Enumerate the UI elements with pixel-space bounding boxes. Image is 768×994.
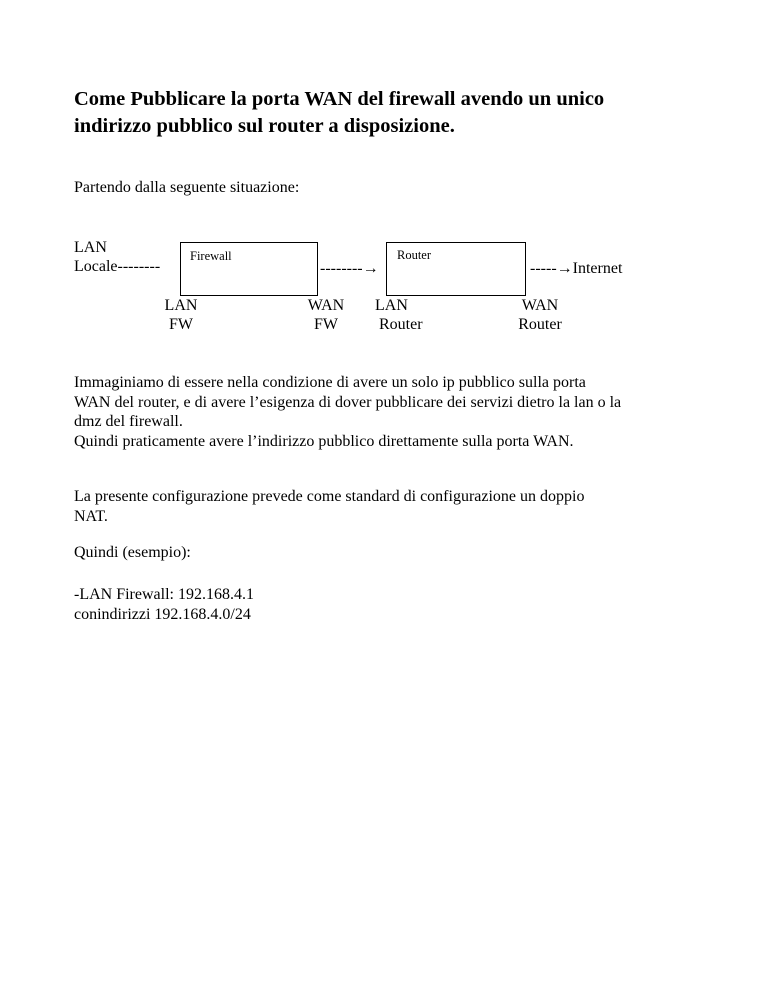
- lan-firewall-line: [74, 585, 254, 624]
- lan-fw-line-1: LAN: [164, 297, 198, 314]
- paragraph-situation-line-1: Immaginiamo di essere nella condizione di avere un solo ip pubblico sulla porta: [74, 374, 586, 391]
- lan-firewall-addresses: conindirizzi 192.168.4.0/24: [74, 605, 251, 623]
- paragraph-configuration-line-2: NAT.: [74, 507, 108, 525]
- paragraph-situation-line-4: Quindi praticamente avere l’indirizzo pubblico direttamente sulla porta WAN.: [74, 432, 574, 450]
- connector-fw-router: --------→: [320, 260, 379, 277]
- paragraph-configuration: [74, 487, 584, 526]
- document-title: [74, 86, 714, 140]
- intro-text: Partendo dalla seguente situazione:: [74, 179, 300, 196]
- lan-router-line-2: Router: [379, 316, 423, 333]
- wan-router-label: [505, 296, 575, 334]
- lan-router-line-1: LAN: [375, 297, 408, 314]
- lan-locale-label: [74, 238, 160, 276]
- lan-router-label: [375, 296, 423, 334]
- router-label: Router: [397, 248, 432, 262]
- example-heading: Quindi (esempio):: [74, 544, 191, 561]
- document-title-line-1: Come Pubblicare la porta WAN del firewall avendo un unico: [74, 88, 605, 110]
- lan-fw-label: [146, 296, 216, 334]
- paragraph-situation-line-2: WAN del router, e di avere l’esigenza di dover pubblicare dei servizi dietro la lan o la: [74, 393, 622, 411]
- lan-locale-line-1: LAN: [74, 239, 107, 256]
- wan-fw-line-1: WAN: [307, 297, 345, 314]
- wan-fw-label: [291, 296, 361, 334]
- wan-router-line-1: WAN: [521, 297, 559, 314]
- wan-router-line-2: Router: [518, 316, 562, 333]
- lan-firewall-label: -LAN Firewall: 192.168.4.1: [74, 586, 254, 603]
- paragraph-configuration-line-1: La presente configurazione prevede come standard di configurazione un doppio: [74, 488, 585, 505]
- wan-fw-line-2: FW: [314, 316, 338, 333]
- lan-fw-line-2: FW: [169, 316, 193, 333]
- paragraph-situation: [74, 373, 621, 451]
- paragraph-situation-line-3: dmz del firewall.: [74, 413, 183, 430]
- firewall-label: Firewall: [190, 249, 232, 263]
- document-title-line-2: indirizzo pubblico sul router a disposizione.: [74, 115, 455, 137]
- lan-locale-line-2: Locale--------: [74, 258, 161, 275]
- connector-internet: -----→Internet: [530, 260, 623, 277]
